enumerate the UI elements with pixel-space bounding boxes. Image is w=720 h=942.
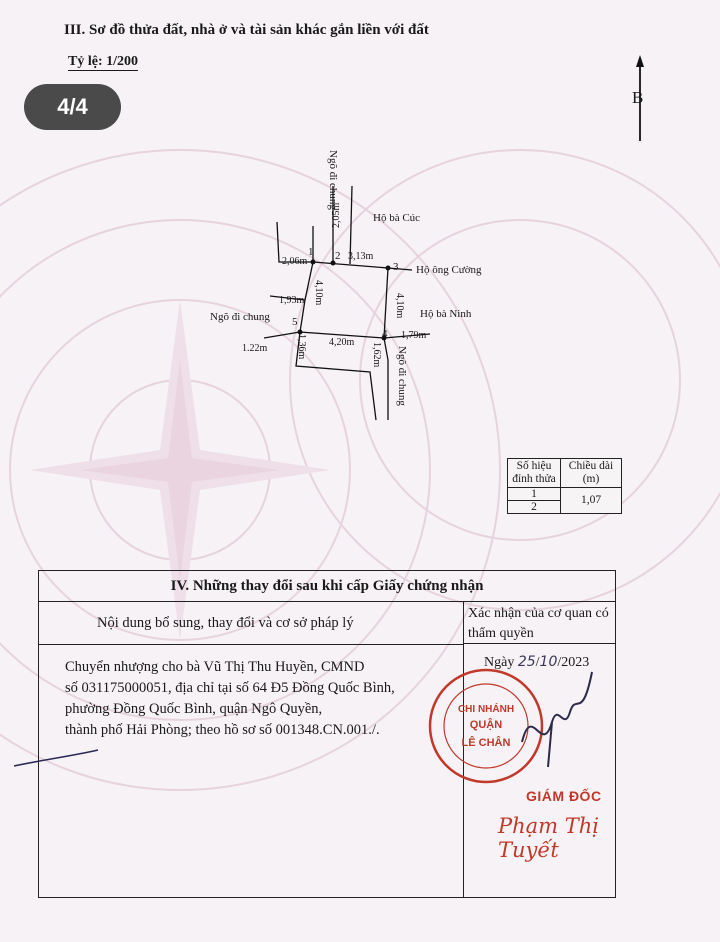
authority-column [457,602,615,897]
pen-mark [12,748,102,772]
dimension-label: 2,06m [282,256,308,267]
vertex-length-table [507,458,622,514]
neighbor-label: Hộ bà Cúc [373,212,421,224]
lane-label: Ngõ đi chung [396,346,408,406]
map-scale: Tỷ lệ: 1/200 [68,54,138,69]
vertex-from: 1 [508,488,560,501]
vertex-to: 2 [531,501,537,513]
table-cell: 1,07 [561,488,622,514]
dimension-label: 2,05m [331,202,342,228]
vertex-label: 5 [292,316,298,328]
dimension-label: 4,10m [394,293,405,319]
dimension-label: 1,62m [371,342,382,368]
dimension-label: 1,36m [296,334,307,360]
confirmation-date: Ngày 25/10/2023 [484,654,590,670]
vertex-label: 1 [308,246,314,258]
date-year: 2023 [561,655,590,670]
date-day: 25 [517,654,536,670]
signer-name: Phạm Thị Tuyết [498,814,600,862]
section-4-table [38,570,616,898]
table-cell [508,488,561,514]
dimension-label: 4,10m [313,280,324,306]
signature-scrawl-icon [512,662,602,772]
changes-column-header: Nội dung bổ sung, thay đổi và cơ sở pháp lý [39,602,463,645]
dimension-label: 4,20m [329,337,355,348]
page-indicator-badge[interactable]: 4/4 [24,84,121,130]
vertex-label: 3 [393,261,399,273]
lane-label: Ngõ đi chung [327,150,339,210]
lane-label: Ngõ đi chung [210,311,270,323]
dimension-label: 1,93m [279,295,305,306]
north-label: B [632,88,644,107]
svg-text:QUẬN: QUẬN [469,719,503,731]
svg-text:CHI NHÁNH: CHI NHÁNH [457,704,515,715]
authority-column-header: Xác nhận của cơ quan có thẩm quyền [464,602,615,644]
vertex-label: 4 [382,328,388,340]
changes-column [39,602,464,897]
section-4-title: IV. Những thay đổi sau khi cấp Giấy chứng nhận [39,571,615,602]
table-header: Số hiệu đỉnh thửa [508,459,561,488]
date-month: 10 [539,654,558,670]
vertex-label: 2 [335,250,341,262]
director-title: GIÁM ĐỐC [526,788,602,804]
dimension-label: 3,13m [348,251,374,262]
date-prefix: Ngày [484,655,515,670]
section-3-title: III. Sơ đồ thửa đất, nhà ở và tài sản khác gắn liền với đất [64,22,429,38]
neighbor-label: Hộ ông Cường [416,264,482,276]
neighbor-label: Hộ bà Ninh [420,308,472,320]
dimension-label: 1,79m [401,330,427,341]
svg-text:LÊ CHÂN: LÊ CHÂN [461,737,511,749]
change-content: Chuyển nhượng cho bà Vũ Thị Thu Huyền, CMND số 031175000051, địa chỉ tại số 64 Đ5 Đồng Quốc Bình, phường Đồng Quốc Bình, quận Ngô Quyền, thành phố Hải Phòng; theo hồ sơ số 001348.CN.001./. [65,659,395,738]
table-header: Chiều dài (m) [561,459,622,488]
dimension-label: 1.22m [242,343,268,354]
